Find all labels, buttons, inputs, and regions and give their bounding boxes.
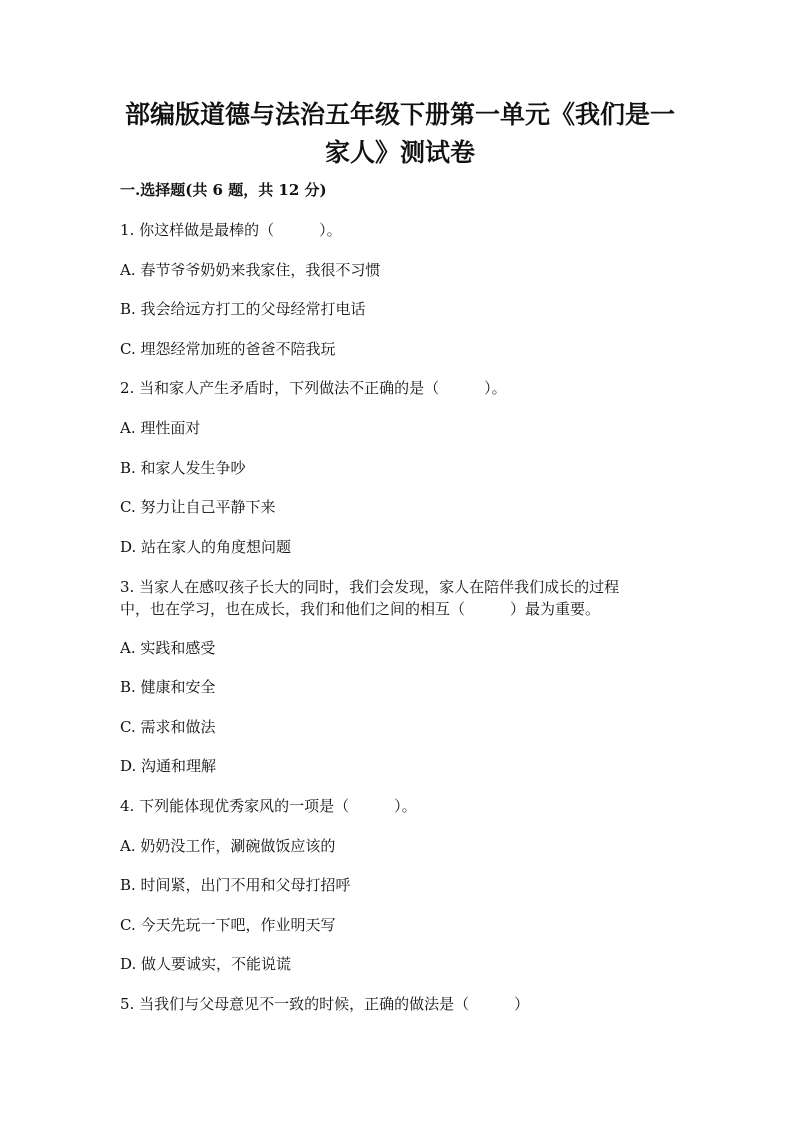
question-1-option-a: A. 春节爷爷奶奶来我家住，我很不习惯 xyxy=(120,261,381,279)
question-1-option-c: C. 埋怨经常加班的爸爸不陪我玩 xyxy=(120,340,336,358)
question-1-stem: 1. 你这样做是最棒的（ ）。 xyxy=(120,221,342,239)
question-4-option-b: B. 时间紧，出门不用和父母打招呼 xyxy=(120,876,351,894)
document-title xyxy=(60,96,740,172)
question-2-option-c: C. 努力让自己平静下来 xyxy=(120,498,276,516)
title-line-1: 部编版道德与法治五年级下册第一单元《我们是一 xyxy=(124,100,675,129)
question-3-option-c: C. 需求和做法 xyxy=(120,718,216,736)
question-3-stem-line-1: 3. 当家人在感叹孩子长大的同时，我们会发现，家人在陪伴我们成长的过程 xyxy=(120,578,620,596)
question-4-stem: 4. 下列能体现优秀家风的一项是（ ）。 xyxy=(120,797,417,815)
question-3-option-b: B. 健康和安全 xyxy=(120,678,216,696)
question-5-stem: 5. 当我们与父母意见不一致的时候，正确的做法是（ ） xyxy=(120,995,530,1013)
question-3-stem-line-2: 中，也在学习，也在成长，我们和他们之间的相互（ ）最为重要。 xyxy=(120,600,601,618)
section-header: 一.选择题(共 6 题，共 12 分) xyxy=(120,181,327,199)
question-3-option-d: D. 沟通和理解 xyxy=(120,757,217,775)
question-2-stem: 2. 当和家人产生矛盾时，下列做法不正确的是（ ）。 xyxy=(120,379,507,397)
question-3-option-a: A. 实践和感受 xyxy=(120,639,216,657)
question-2-option-d: D. 站在家人的角度想问题 xyxy=(120,538,292,556)
question-2-option-b: B. 和家人发生争吵 xyxy=(120,459,246,477)
question-4-option-c: C. 今天先玩一下吧，作业明天写 xyxy=(120,916,336,934)
question-2-option-a: A. 理性面对 xyxy=(120,419,201,437)
question-4-option-d: D. 做人要诚实，不能说谎 xyxy=(120,955,292,973)
question-4-option-a: A. 奶奶没工作，涮碗做饭应该的 xyxy=(120,837,336,855)
title-line-2: 家人》测试卷 xyxy=(324,138,475,167)
question-1-option-b: B. 我会给远方打工的父母经常打电话 xyxy=(120,300,366,318)
